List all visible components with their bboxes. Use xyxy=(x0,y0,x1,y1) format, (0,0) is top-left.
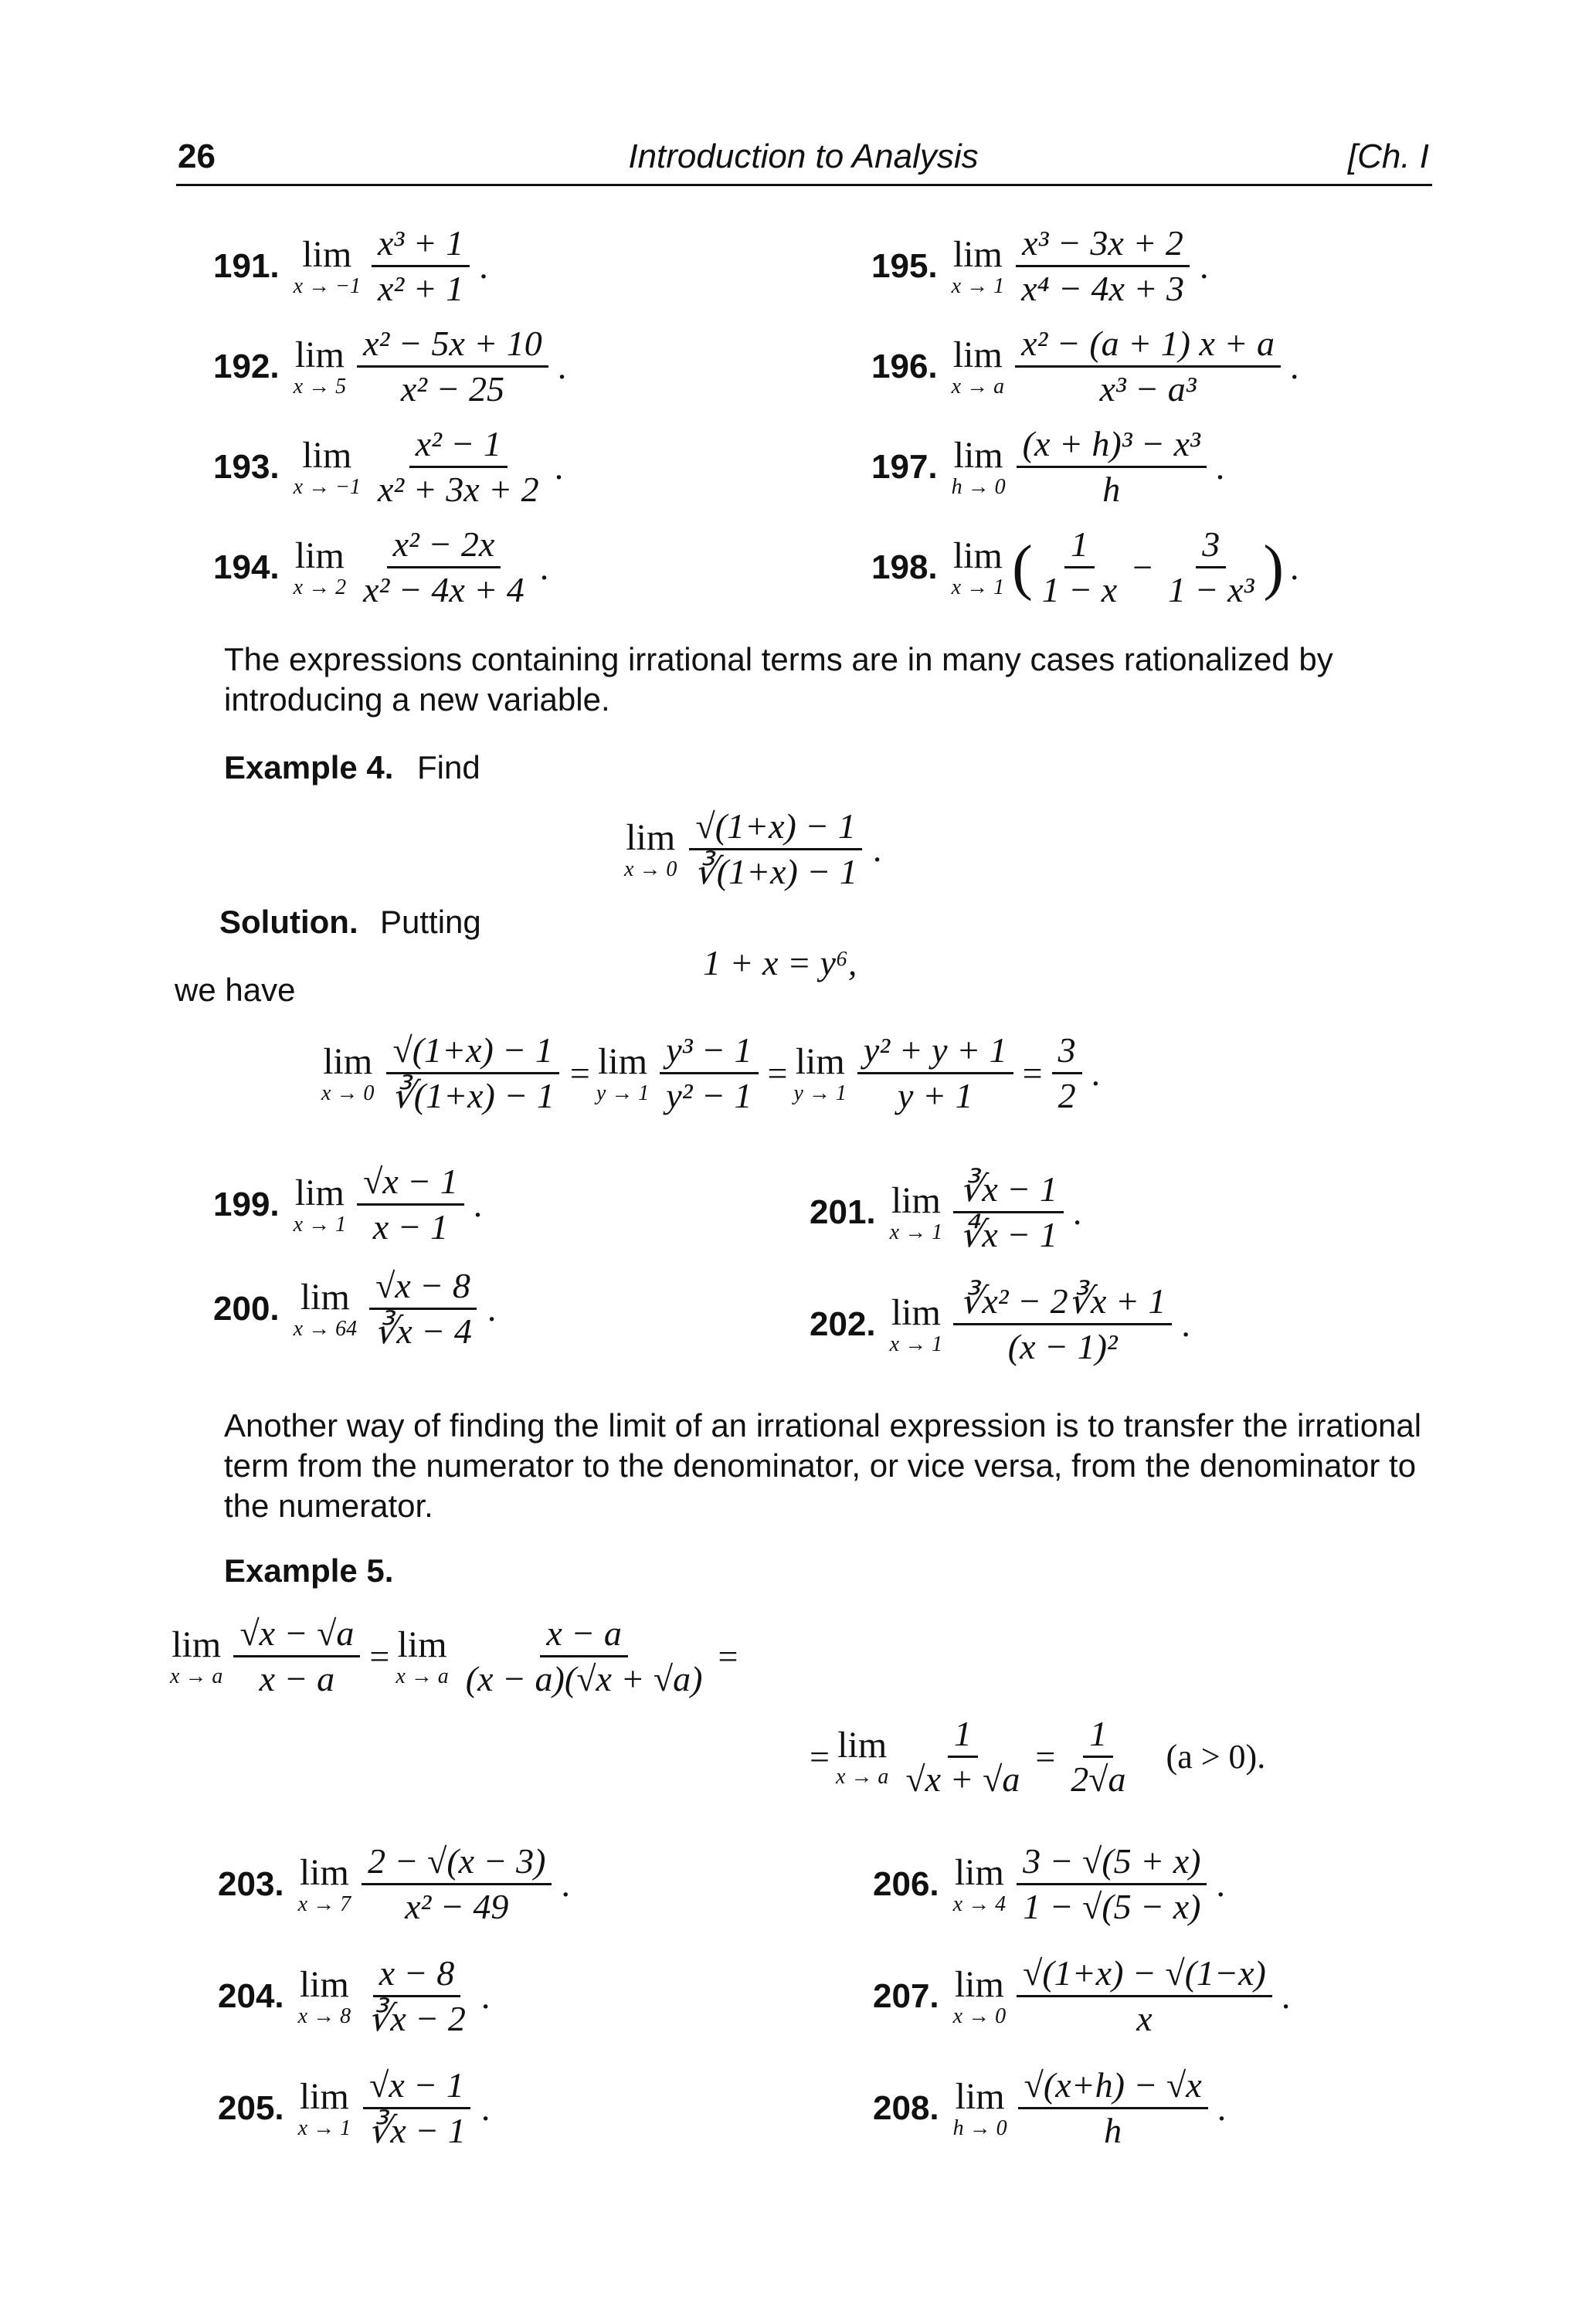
we-have: we have xyxy=(175,972,296,1008)
problem-198: 198. lim x → 1 ( $\frac{1}{1 - x}$ − $\frac{3}{\text{1 − x³}}$ ) . xyxy=(871,524,1299,609)
problem-193: 193. lim x → −1 $\frac{\text{x² − 1}}{\text{x² + 3x + 2}}$ . xyxy=(213,424,564,509)
problem-205: 205. lim x → 1 $\frac{√x - 1}{∛x - 1}$ . xyxy=(218,2065,491,2150)
example-5-line-1: lim x → a $\frac{√x - √a}{x - a}$ = lim x → a $\frac{x - a}{(x - a)(√x + √a)}$ = xyxy=(170,1613,738,1698)
problem-200: 200. lim x → 64 $\frac{√x - 8}{∛x - 4}$ . xyxy=(213,1266,497,1351)
problem-204: 204. lim x → 8 $\frac{x - 8}{∛x - 2}$ . xyxy=(218,1953,491,2038)
example-4-find: Find xyxy=(417,749,480,785)
substitution: 1 + x = y⁶, xyxy=(703,943,857,982)
problem-203: 203. lim x → 7 $\frac{2 - √(x - 3)}{\text{x² − 49}}$ . xyxy=(218,1841,570,1926)
problem-202: 202. lim x → 1 $\frac{\text{∛x² − 2∛x + 1}}{\text{(x − 1)²}}$ . xyxy=(810,1281,1190,1366)
problem-208: 208. lim h → 0 $\frac{√(x+h) - √x}{h}$ . xyxy=(873,2065,1227,2150)
example-5-label: Example 5. xyxy=(224,1552,394,1589)
solution-label: Solution. xyxy=(219,904,358,940)
problem-197: 197. lim h → 0 $\frac{\text{(x + h)³ − x³}}{h}$ . xyxy=(871,424,1225,509)
example-4-label: Example 4. xyxy=(224,749,394,785)
problem-201: 201. lim x → 1 $\frac{∛x - 1}{∜x - 1}$ . xyxy=(810,1169,1082,1254)
intro-paragraph: The expressions containing irrational terms are in many cases rationalized by introducing a new variable. xyxy=(224,641,1333,718)
page-number: 26 xyxy=(178,137,216,175)
solution-putting: Putting xyxy=(380,904,481,940)
problem-194: 194. lim x → 2 $\frac{\text{x² − 2x}}{\text{x² − 4x + 4}}$ . xyxy=(213,524,549,609)
problem-196: 196. lim x → a $\frac{\text{x² − (a + 1) x + a}}{\text{x³ − a³}}$ . xyxy=(871,324,1299,409)
problem-195: 195. lim x → 1 $\frac{\text{x³ − 3x + 2}}{\text{x⁴ − 4x + 3}}$ . xyxy=(871,223,1209,308)
example-5-line-2: = lim x → a $\frac{1}{√x + √a}$ = $\frac{1}{2√a}$ (a > 0). xyxy=(810,1714,1266,1799)
problem-192: 192. lim x → 5 $\frac{\text{x² − 5x + 10}}{\text{x² − 25}}$ . xyxy=(213,324,567,409)
problem-207: 207. lim x → 0 $\frac{√(1+x) - √(1-x)}{x}$ . xyxy=(873,1953,1291,2038)
problem-191: 191. lim x → −1 $\frac{\text{x³ + 1}}{\text{x² + 1}}$ . xyxy=(213,223,488,308)
page-title: Introduction to Analysis xyxy=(628,137,979,175)
example-4-solution-chain: lim x → 0 $\frac{√(1+x) - 1}{∛(1+x) - 1}$ = lim y → 1 $\frac{\text{y³ − 1}}{\text{y² − 1}}$ = lim y → 1 $\frac{\text{y² + y + 1}}{y + 1}$ = $\frac{3}{2}$ . xyxy=(321,1030,1101,1115)
condition-note: (a > 0). xyxy=(1166,1738,1266,1776)
chapter-label: [Ch. I xyxy=(1347,137,1429,175)
example-4-expression: lim x → 0 $\frac{√(1+x) - 1}{∛(1+x) - 1}$ . xyxy=(624,806,882,891)
method-paragraph: Another way of finding the limit of an irrational expression is to transfer the irrational term from the numerator to the denominator, or vice versa, from the denominator to the numerator. xyxy=(224,1407,1422,1524)
header-rule xyxy=(176,184,1432,186)
problem-206: 206. lim x → 4 $\frac{3 - √(5 + x)}{1 - √(5 - x)}$ . xyxy=(873,1841,1225,1926)
problem-199: 199. lim x → 1 $\frac{√x - 1}{x - 1}$ . xyxy=(213,1162,483,1247)
